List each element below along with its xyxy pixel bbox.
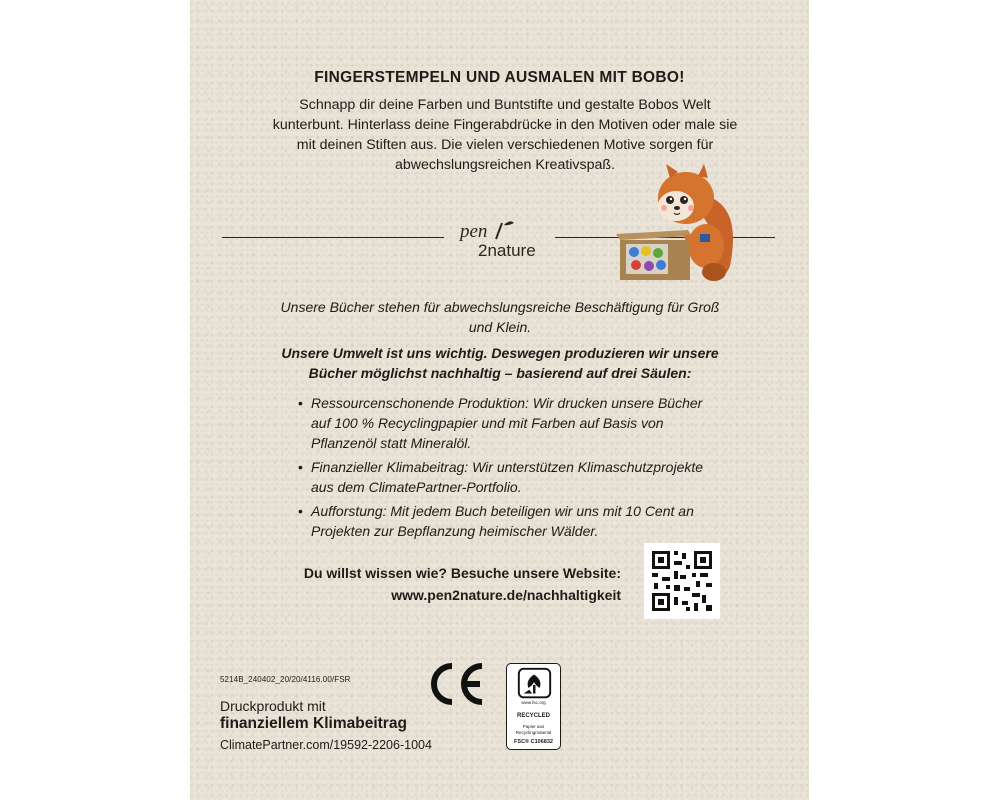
website-block <box>261 562 621 606</box>
fsc-badge <box>506 663 561 750</box>
list-item: • Aufforstung: Mit jedem Buch beteiligen wir uns mit 10 Cent an Projekten zur Bepflanzung heimischer Wälder. <box>298 501 718 541</box>
divider-left <box>222 237 444 238</box>
mission-statement: Unsere Bücher stehen für abwechslungsreiche Beschäftigung für Groß und Klein. <box>280 299 720 335</box>
pen2nature-logo <box>452 215 552 261</box>
ce-mark-icon <box>426 660 488 708</box>
website-url[interactable]: www.pen2nature.de/nachhaltigkeit <box>391 587 621 603</box>
page-title: FINGERSTEMPELN UND AUSMALEN MIT BOBO! <box>314 69 685 86</box>
fsc-label: RECYCLED <box>516 713 550 719</box>
pillars-list <box>298 393 718 545</box>
intro-text: Schnapp dir deine Farben und Buntstifte und gestalte Bobos Welt kunterbunt. Hinterlass deine Fingerabdrücke in den Motiven oder male sie mit deinen Stiften aus. Die vielen verschiedenen Motive sorgen für abwechslungsreichen Kreativspaß. <box>272 97 738 173</box>
qr-code-icon[interactable] <box>644 543 720 619</box>
fsc-site: www.fsc.org <box>521 700 546 705</box>
logo-text-nature: 2nature <box>478 241 536 260</box>
fsc-desc-2: Recyclingmaterial <box>515 730 552 735</box>
bobo-mascot-icon <box>614 156 744 286</box>
logo-text-pen: pen <box>460 221 488 242</box>
list-item: • Finanzieller Klimabeitrag: Wir unterstützen Klimaschutzprojekte aus dem ClimatePartner-Portfolio. <box>298 457 718 497</box>
climate-line-2: finanziellem Klimabeitrag <box>220 715 407 732</box>
environment-statement: Unsere Umwelt ist uns wichtig. Deswegen produzieren wir unsere Bücher möglichst nachhaltig – basierend auf drei Säulen: <box>281 345 719 381</box>
book-back-cover <box>190 0 809 800</box>
climate-line-1: Druckprodukt mit <box>220 698 326 714</box>
website-prompt: Du willst wissen wie? Besuche unsere Website: <box>303 565 621 581</box>
fsc-license: FSC® C106832 <box>514 739 553 745</box>
climate-partner-id: ClimatePartner.com/19592-2206-1004 <box>220 738 432 752</box>
product-code: 5214B_240402_20/20/4116.00/FSR <box>220 675 351 684</box>
list-item: • Ressourcenschonende Produktion: Wir drucken unsere Bücher auf 100 % Recyclingpapier und mit Farben auf Basis von Pflanzenöl statt Mineralöl. <box>298 393 718 453</box>
fsc-desc-1: Papier aus <box>522 724 545 729</box>
fsc-tree-icon <box>507 666 562 704</box>
